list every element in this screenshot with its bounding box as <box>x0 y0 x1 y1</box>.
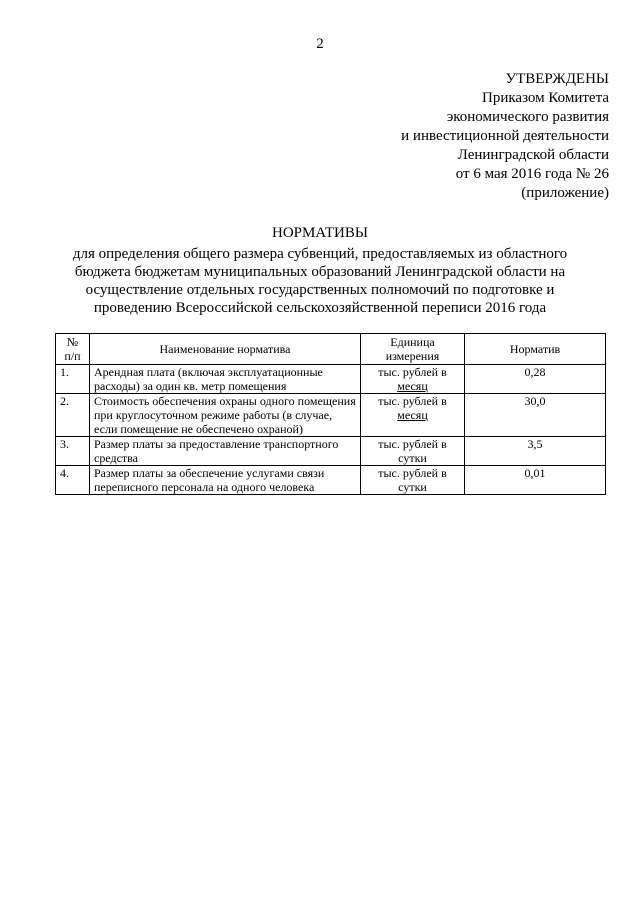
approval-line: и инвестиционной деятельности <box>401 128 609 144</box>
row-unit <box>361 394 465 437</box>
row-unit-line: сутки <box>398 480 427 494</box>
document-subtitle <box>40 245 600 317</box>
norms-table <box>55 333 606 495</box>
row-name: Стоимость обеспечения охраны одного помещения при круглосуточном режиме работы (в случае, если помещение не обеспечено охраной) <box>90 394 361 437</box>
page-number: 2 <box>316 36 324 52</box>
approval-block <box>401 70 609 203</box>
header-number-line: п/п <box>64 349 81 363</box>
row-unit-line: месяц <box>397 408 428 422</box>
approval-line: от 6 мая 2016 года № 26 <box>455 166 609 182</box>
row-unit <box>361 466 465 495</box>
approval-line: Ленинградской области <box>457 147 609 163</box>
row-name: Арендная плата (включая эксплуатационные расходы) за один кв. метр помещения <box>90 365 361 394</box>
table-header-row <box>56 334 606 365</box>
row-unit <box>361 365 465 394</box>
subtitle-line: для определения общего размера субвенций, предоставляемых из областного <box>72 246 568 262</box>
approval-line: экономического развития <box>446 109 609 125</box>
header-number-line: № <box>66 335 79 349</box>
table-row <box>56 365 606 394</box>
table-row <box>56 437 606 466</box>
row-number: 1. <box>56 365 90 394</box>
row-number: 2. <box>56 394 90 437</box>
approval-line: (приложение) <box>521 185 609 201</box>
subtitle-line: проведению Всероссийской сельскохозяйственной переписи 2016 года <box>93 300 547 316</box>
header-number <box>56 334 90 365</box>
document-title: НОРМАТИВЫ <box>272 225 368 241</box>
row-unit-line: месяц <box>397 379 428 393</box>
row-name: Размер платы за предоставление транспортного средства <box>90 437 361 466</box>
row-unit <box>361 437 465 466</box>
row-value: 30,0 <box>465 394 606 437</box>
subtitle-line: осуществление отдельных государственных полномочий по подготовке и <box>85 282 555 298</box>
table-row <box>56 394 606 437</box>
row-unit-line: сутки <box>398 451 427 465</box>
row-number: 4. <box>56 466 90 495</box>
header-unit-line: измерения <box>385 349 440 363</box>
row-unit-line: тыс. рублей в <box>378 394 447 408</box>
header-unit <box>361 334 465 365</box>
row-name: Размер платы за обеспечение услугами связи переписного персонала на одного человека <box>90 466 361 495</box>
approval-line: Приказом Комитета <box>482 90 609 106</box>
table-row <box>56 466 606 495</box>
row-unit-line: тыс. рублей в <box>378 466 447 480</box>
row-number: 3. <box>56 437 90 466</box>
approval-line: УТВЕРЖДЕНЫ <box>505 71 609 87</box>
row-value: 0,01 <box>465 466 606 495</box>
row-value: 3,5 <box>465 437 606 466</box>
row-unit-line: тыс. рублей в <box>378 365 447 379</box>
header-unit-line: Единица <box>390 335 435 349</box>
header-name: Наименование норматива <box>90 334 361 365</box>
row-unit-line: тыс. рублей в <box>378 437 447 451</box>
header-value: Норматив <box>465 334 606 365</box>
subtitle-line: бюджета бюджетам муниципальных образований Ленинградской области на <box>74 264 566 280</box>
row-value: 0,28 <box>465 365 606 394</box>
